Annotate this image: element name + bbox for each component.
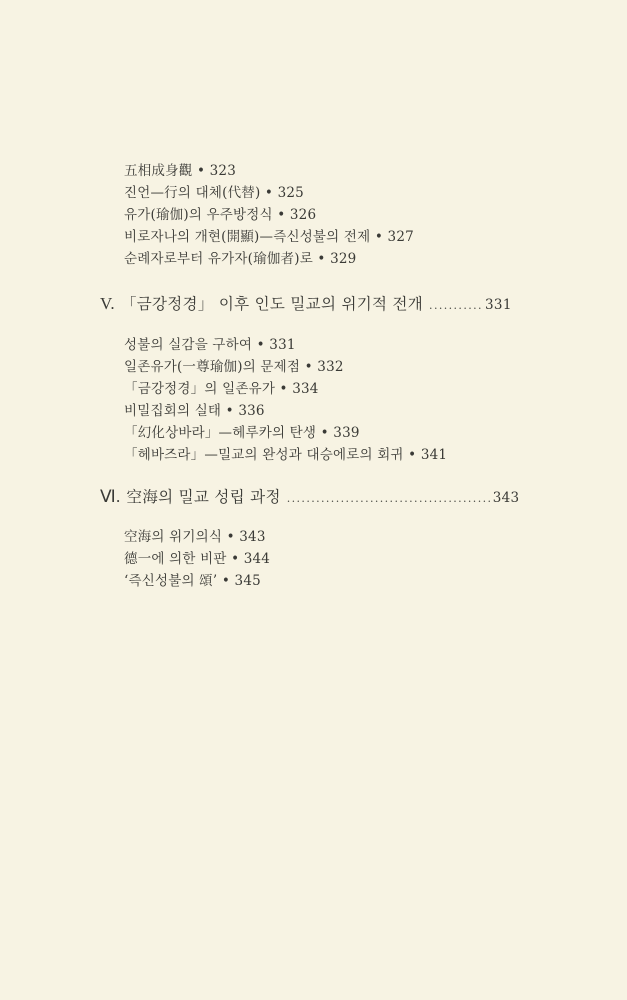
dot-leader [429,294,483,318]
toc-entry: 「금강정경」의 일존유가 • 334 [124,381,319,397]
toc-entry: 비밀집회의 실태 • 336 [124,403,265,419]
toc-section-b [124,334,584,466]
toc-entry: 「幻化상바라」—헤루카의 탄생 • 339 [124,425,360,441]
chapter-heading-6 [100,485,540,509]
chapter-title: 空海의 밀교 성립 과정 [126,488,281,506]
chapter-page-number: 343 [492,490,520,506]
chapter-numeral: V. [100,294,115,313]
toc-entry: 「헤바즈라」—밀교의 완성과 대승에로의 회귀 • 341 [124,447,448,463]
toc-section-a [124,160,584,270]
toc-entry: 일존유가(一尊瑜伽)의 문제점 • 332 [124,359,344,375]
toc-entry: 순례자로부터 유가자(瑜伽者)로 • 329 [124,251,357,267]
toc-entry: 비로자나의 개현(開顯)—즉신성불의 전제 • 327 [124,229,414,245]
chapter-numeral: Ⅵ. [100,487,121,506]
toc-entry: 성불의 실감을 구하여 • 331 [124,337,296,353]
toc-entry: 德一에 의한 비판 • 344 [124,551,271,567]
dot-leader [287,487,491,511]
chapter-title: 「금강정경」 이후 인도 밀교의 위기적 전개 [120,295,424,313]
toc-entry: 진언—行의 대체(代替) • 325 [124,185,304,201]
toc-entry: 유가(瑜伽)의 우주방정식 • 326 [124,207,317,223]
toc-entry: ‘즉신성불의 頌’ • 345 [124,573,261,589]
toc-entry: 空海의 위기의식 • 343 [124,529,266,545]
chapter-page-number: 331 [485,297,512,313]
toc-section-c [124,526,584,592]
chapter-heading-5 [100,292,540,316]
toc-entry: 五相成身觀 • 323 [124,163,237,179]
